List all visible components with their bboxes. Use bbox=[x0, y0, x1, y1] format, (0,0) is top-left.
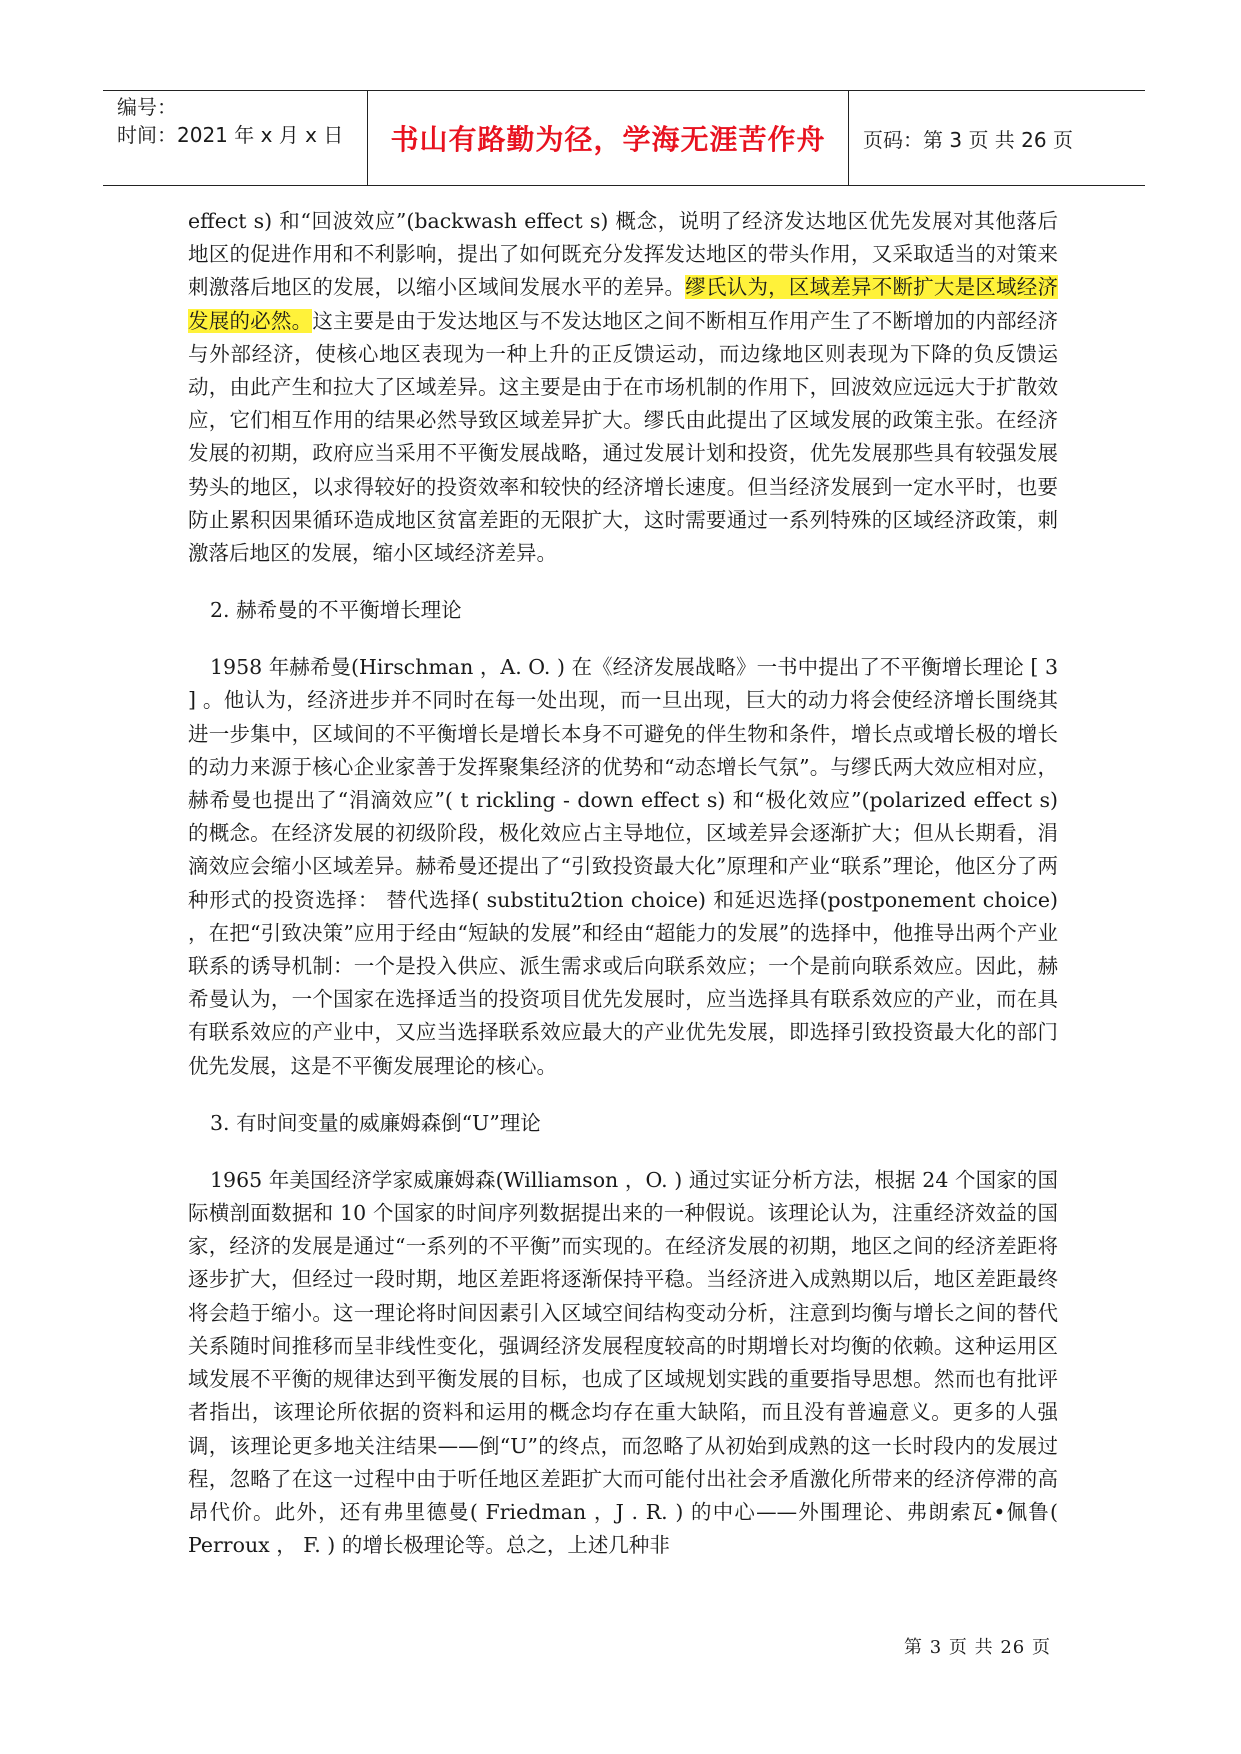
page-label: 页码：第 3 页 共 26 页 bbox=[863, 127, 1073, 152]
motto: 书山有路勤为径，学海无涯苦作舟 bbox=[390, 123, 826, 156]
highlighted-sentence: 缪氏认为，区域差异不断扩大是区域经济发展的必然。 bbox=[188, 275, 1059, 333]
paragraph-3: 1965 年美国经济学家威廉姆森(Williamson ，O. ) 通过实证分析方法，根据 24 个国家的国际横剖面数据和 10 个国家的时间序列数据提出来的一种假说。该理论认为，注重经济效益的国家，经济的发展是通过“一系列的不平衡”而实现的。在经济发展的初期，地区之间的经济差距将逐步扩大，但经过一段时期，地区差距将逐渐保持平稳。当经济进入成熟期以后，地区差距最终将会趋于缩小。这一理论将时间因素引入区域空间结构变动分析，注意到均衡与增长之间的替代关系随时间推移而呈非线性变化，强调经济发展程度较高的时期增长对均衡的依赖。这种运用区域发展不平衡的规律达到平衡发展的目标，也成了区域规划实践的重要指导思想。然而也有批评者指出，该理论所依据的资料和运用的概念均存在重大缺陷，而且没有普遍意义。更多的人强调，该理论更多地关注结果——倒“U”的终点，而忽略了从初始到成熟的这一长时段内的发展过程，忽略了在这一过程中由于听任地区差距扩大而可能付出社会矛盾激化所带来的经济停滞的高昂代价。此外，还有弗里德曼( Friedman ，J . R. ) 的中心——外围理论、弗朗索瓦•佩鲁( Perroux ， F. ) 的增长极理论等。总之，上述几种非 bbox=[188, 1167, 1058, 1558]
section-heading-3: 3. 有时间变量的威廉姆森倒“U”理论 bbox=[210, 1110, 541, 1135]
paragraph-1-start: effect s) 和“回波效应”(backwash effect s) 概念，说明了经济发达地区优先发展对其他落后地区的促进作用和不利影响，提出了如何既充分发挥发达地区的带头作用，又采取适当的对策来刺激落后地区的发展，以缩小区域间发展水平的差异。 bbox=[188, 209, 1058, 300]
document-body bbox=[188, 205, 1058, 1562]
header-info bbox=[103, 91, 365, 187]
page-header bbox=[103, 90, 1145, 186]
paragraph-1-rest: 这主要是由于发达地区与不发达地区之间不断相互作用产生了不断增加的内部经济与外部经济，使核心地区表现为一种上升的正反馈运动，而边缘地区则表现为下降的负反馈运动，由此产生和拉大了区域差异。这主要是由于在市场机制的作用下，回波效应远远大于扩散效应，它们相互作用的结果必然导致区域差异扩大。缪氏由此提出了区域发展的政策主张。在经济发展的初期，政府应当采用不平衡发展战略，通过发展计划和投资，优先发展那些具有较强发展势头的地区，以求得较好的投资效率和较快的经济增长速度。但当经济发展到一定水平时，也要防止累积因果循环造成地区贫富差距的无限扩大，这时需要通过一系列特殊的区域经济政策，刺激落后地区的发展，缩小区域经济差异。 bbox=[188, 308, 1059, 566]
paragraph-2: 1958 年赫希曼(Hirschman ，A. O. ) 在《经济发展战略》一书中提出了不平衡增长理论 [ 3 ] 。他认为，经济进步并不同时在每一处出现，而一旦出现，巨大的动力将会使经济增长围绕其进一步集中，区域间的不平衡增长是增长本身不可避免的伴生物和条件，增长点或增长极的增长的动力来源于核心企业家善于发挥聚集经济的优势和“动态增长气氛”。与缪氏两大效应相对应，赫希曼也提出了“涓滴效应”( t rickling - down effect s) 和“极化效应”(polarized effect s) 的概念。在经济发展的初级阶段，极化效应占主导地位，区域差异会逐渐扩大；但从长期看，涓滴效应会缩小区域差异。赫希曼还提出了“引致投资最大化”原理和产业“联系”理论，他区分了两种形式的投资选择： 替代选择( substitu2tion choice) 和延迟选择(postponement choice) ，在把“引致决策”应用于经由“短缺的发展”和经由“超能力的发展”的选择中，他推导出两个产业联系的诱导机制：一个是投入供应、派生需求或后向联系效应；一个是前向联系效应。因此，赫希曼认为，一个国家在选择适当的投资项目优先发展时，应当选择具有联系效应的产业，而在具有联系效应的产业中，又应当选择联系效应最大的产业优先发展，即选择引致投资最大化的部门优先发展，这是不平衡发展理论的核心。 bbox=[188, 655, 1058, 1078]
page-footer: 第 3 页 共 26 页 bbox=[904, 1637, 1051, 1658]
number-label: 编号： bbox=[117, 95, 177, 119]
header-motto-cell bbox=[367, 91, 849, 185]
section-heading-2: 2. 赫希曼的不平衡增长理论 bbox=[210, 598, 462, 623]
time-label: 时间：2021 年 x 月 x 日 bbox=[117, 123, 344, 147]
paragraph-1 bbox=[188, 205, 1058, 570]
header-page-cell bbox=[849, 91, 1159, 185]
